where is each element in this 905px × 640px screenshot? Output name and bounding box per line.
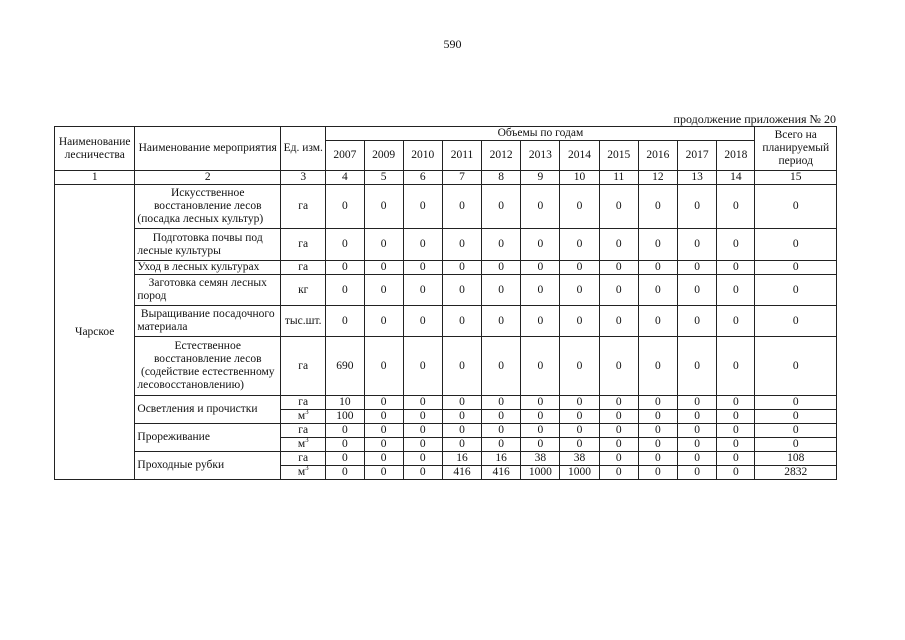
value-cell: 0 [442,337,481,396]
value-cell: 100 [326,410,364,424]
value-cell: 0 [599,410,638,424]
value-cell: 0 [403,396,442,410]
value-cell: 0 [482,306,521,337]
value-cell: 0 [599,396,638,410]
column-number: 12 [638,171,677,185]
value-cell: 0 [638,337,677,396]
value-cell: 0 [364,424,403,438]
value-cell: 0 [717,438,755,452]
value-cell: 0 [442,185,481,229]
value-cell: 0 [482,424,521,438]
value-cell: 0 [364,466,403,480]
column-numbers-row [55,171,837,185]
value-cell: 0 [364,229,403,261]
value-cell: 0 [717,396,755,410]
header-activity: Наименование мероприятия [135,127,281,171]
value-cell: 0 [638,306,677,337]
total-cell: 108 [755,452,837,466]
unit-text: га [298,424,309,436]
value-cell: 0 [599,424,638,438]
value-cell: 0 [560,424,599,438]
value-cell: 0 [364,306,403,337]
total-cell: 0 [755,306,837,337]
value-cell: 0 [482,275,521,306]
value-cell: 416 [442,466,481,480]
value-cell: 0 [442,396,481,410]
header-row [55,127,837,141]
value-cell: 0 [638,261,677,275]
value-cell: 0 [638,466,677,480]
unit-cell [281,438,326,452]
total-cell: 0 [755,424,837,438]
value-cell: 0 [521,410,560,424]
value-cell: 0 [442,306,481,337]
value-cell: 0 [442,229,481,261]
value-cell: 0 [521,185,560,229]
value-cell: 0 [599,452,638,466]
column-number: 1 [55,171,135,185]
value-cell: 0 [717,261,755,275]
value-cell: 0 [403,452,442,466]
value-cell: 0 [521,438,560,452]
value-cell: 0 [678,410,717,424]
appendix-note: продолжение приложения № 20 [673,112,836,126]
value-cell: 0 [599,337,638,396]
value-cell: 0 [482,396,521,410]
value-cell: 0 [403,185,442,229]
activity-name: Уход в лесных культурах [135,261,281,275]
activity-name: Естественное восстановление лесов (содействие естественному лесовосстановлению) [135,337,281,396]
value-cell: 0 [482,410,521,424]
value-cell: 38 [560,452,599,466]
unit-cell: га [281,261,326,275]
value-cell: 0 [442,410,481,424]
column-number: 2 [135,171,281,185]
value-cell: 1000 [521,466,560,480]
value-cell: 0 [326,306,364,337]
value-cell: 0 [560,275,599,306]
table-row [55,452,837,466]
unit-text: м [297,438,306,450]
value-cell: 0 [521,261,560,275]
column-number: 3 [281,171,326,185]
column-number: 5 [364,171,403,185]
total-cell: 0 [755,275,837,306]
value-cell: 16 [442,452,481,466]
header-year: 2015 [599,141,638,171]
header-year: 2009 [364,141,403,171]
header-year: 2012 [482,141,521,171]
value-cell: 0 [403,438,442,452]
total-cell: 0 [755,396,837,410]
total-cell: 2832 [755,466,837,480]
value-cell: 0 [482,438,521,452]
total-cell: 0 [755,337,837,396]
column-number: 10 [560,171,599,185]
value-cell: 0 [560,438,599,452]
value-cell: 0 [599,466,638,480]
value-cell: 0 [678,261,717,275]
value-cell: 0 [521,275,560,306]
value-cell: 0 [364,410,403,424]
value-cell: 0 [364,337,403,396]
page-number: 590 [443,37,462,51]
column-number: 14 [717,171,755,185]
activity-name: Выращивание посадочного материала [135,306,281,337]
table-row [55,424,837,438]
header-unit: Ед. изм. [281,127,326,171]
column-number: 4 [326,171,364,185]
value-cell: 0 [717,306,755,337]
value-cell: 0 [442,261,481,275]
value-cell: 0 [326,438,364,452]
value-cell: 0 [717,337,755,396]
activity-name: Осветления и прочистки [135,396,281,424]
value-cell: 0 [482,185,521,229]
value-cell: 0 [326,185,364,229]
column-number: 13 [678,171,717,185]
header-total: Всего на планируемый период [755,127,837,171]
unit-text: м [297,466,306,478]
value-cell: 0 [638,410,677,424]
value-cell: 0 [717,229,755,261]
value-cell: 0 [599,261,638,275]
forestry-name: Чарское [55,185,135,480]
unit-cell [281,466,326,480]
unit-cell: га [281,229,326,261]
activity-name: Подготовка почвы под лесные культуры [135,229,281,261]
value-cell: 0 [678,275,717,306]
unit-cell [281,410,326,424]
header-forestry: Наименование лесничества [55,127,135,171]
table-row [55,396,837,410]
value-cell: 0 [717,424,755,438]
value-cell: 16 [482,452,521,466]
value-cell: 0 [717,410,755,424]
unit-cell [281,424,326,438]
value-cell: 416 [482,466,521,480]
header-year: 2014 [560,141,599,171]
total-cell: 0 [755,229,837,261]
value-cell: 0 [482,229,521,261]
unit-text: га [298,396,309,408]
header-year: 2013 [521,141,560,171]
value-cell: 0 [638,424,677,438]
header-year: 2007 [326,141,364,171]
value-cell: 0 [326,229,364,261]
value-cell: 0 [560,337,599,396]
unit-cell: тыс.шт. [281,306,326,337]
value-cell: 0 [560,185,599,229]
column-number: 15 [755,171,837,185]
column-number: 6 [403,171,442,185]
forestry-activities-table [54,126,837,480]
value-cell: 10 [326,396,364,410]
value-cell: 0 [717,185,755,229]
column-number: 8 [482,171,521,185]
unit-text: га [298,452,309,464]
value-cell: 0 [403,261,442,275]
value-cell: 0 [599,306,638,337]
value-cell: 0 [678,438,717,452]
value-cell: 0 [678,229,717,261]
value-cell: 0 [678,185,717,229]
value-cell: 0 [326,261,364,275]
table-row [55,185,837,229]
value-cell: 0 [521,424,560,438]
activity-name: Искусственное восстановление лесов (посадка лесных культур) [135,185,281,229]
value-cell: 0 [403,337,442,396]
total-cell: 0 [755,261,837,275]
activity-name: Заготовка семян лесных пород [135,275,281,306]
value-cell: 0 [599,229,638,261]
value-cell: 0 [482,261,521,275]
unit-superscript: 3 [305,408,309,417]
value-cell: 0 [442,275,481,306]
value-cell: 0 [482,337,521,396]
value-cell: 0 [521,229,560,261]
value-cell: 0 [521,306,560,337]
value-cell: 0 [599,185,638,229]
value-cell: 0 [638,438,677,452]
value-cell: 0 [638,275,677,306]
value-cell: 0 [638,452,677,466]
header-year: 2018 [717,141,755,171]
value-cell: 0 [403,466,442,480]
value-cell: 0 [364,261,403,275]
value-cell: 0 [403,410,442,424]
table-row [55,275,837,306]
value-cell: 0 [364,185,403,229]
value-cell: 0 [364,438,403,452]
value-cell: 0 [638,185,677,229]
header-year: 2017 [678,141,717,171]
value-cell: 0 [560,396,599,410]
value-cell: 0 [599,438,638,452]
value-cell: 0 [403,229,442,261]
value-cell: 0 [560,306,599,337]
value-cell: 0 [560,261,599,275]
value-cell: 0 [560,410,599,424]
column-number: 7 [442,171,481,185]
value-cell: 0 [599,275,638,306]
value-cell: 0 [638,229,677,261]
value-cell: 1000 [560,466,599,480]
total-cell: 0 [755,410,837,424]
unit-text: м [297,410,306,422]
unit-cell: га [281,337,326,396]
column-number: 11 [599,171,638,185]
table-row [55,229,837,261]
value-cell: 0 [717,452,755,466]
header-year: 2010 [403,141,442,171]
value-cell: 0 [717,466,755,480]
value-cell: 0 [638,396,677,410]
value-cell: 0 [364,452,403,466]
value-cell: 690 [326,337,364,396]
unit-superscript: 3 [305,464,309,473]
header-year: 2016 [638,141,677,171]
value-cell: 0 [403,275,442,306]
unit-cell [281,452,326,466]
unit-superscript: 3 [305,436,309,445]
value-cell: 0 [326,275,364,306]
table-row [55,306,837,337]
value-cell: 0 [326,466,364,480]
table-row [55,261,837,275]
activity-name: Проходные рубки [135,452,281,480]
value-cell: 0 [678,306,717,337]
value-cell: 0 [364,275,403,306]
unit-cell: га [281,185,326,229]
value-cell: 0 [326,424,364,438]
value-cell: 0 [403,424,442,438]
value-cell: 0 [678,466,717,480]
value-cell: 0 [364,396,403,410]
value-cell: 0 [326,452,364,466]
value-cell: 0 [403,306,442,337]
value-cell: 38 [521,452,560,466]
value-cell: 0 [442,424,481,438]
total-cell: 0 [755,438,837,452]
value-cell: 0 [678,337,717,396]
activity-name: Прореживание [135,424,281,452]
value-cell: 0 [678,396,717,410]
value-cell: 0 [560,229,599,261]
value-cell: 0 [678,452,717,466]
total-cell: 0 [755,185,837,229]
column-number: 9 [521,171,560,185]
value-cell: 0 [521,396,560,410]
unit-cell: кг [281,275,326,306]
header-volumes: Объемы по годам [326,127,755,141]
value-cell: 0 [717,275,755,306]
value-cell: 0 [678,424,717,438]
value-cell: 0 [521,337,560,396]
value-cell: 0 [442,438,481,452]
unit-cell [281,396,326,410]
table-row [55,337,837,396]
header-year: 2011 [442,141,481,171]
